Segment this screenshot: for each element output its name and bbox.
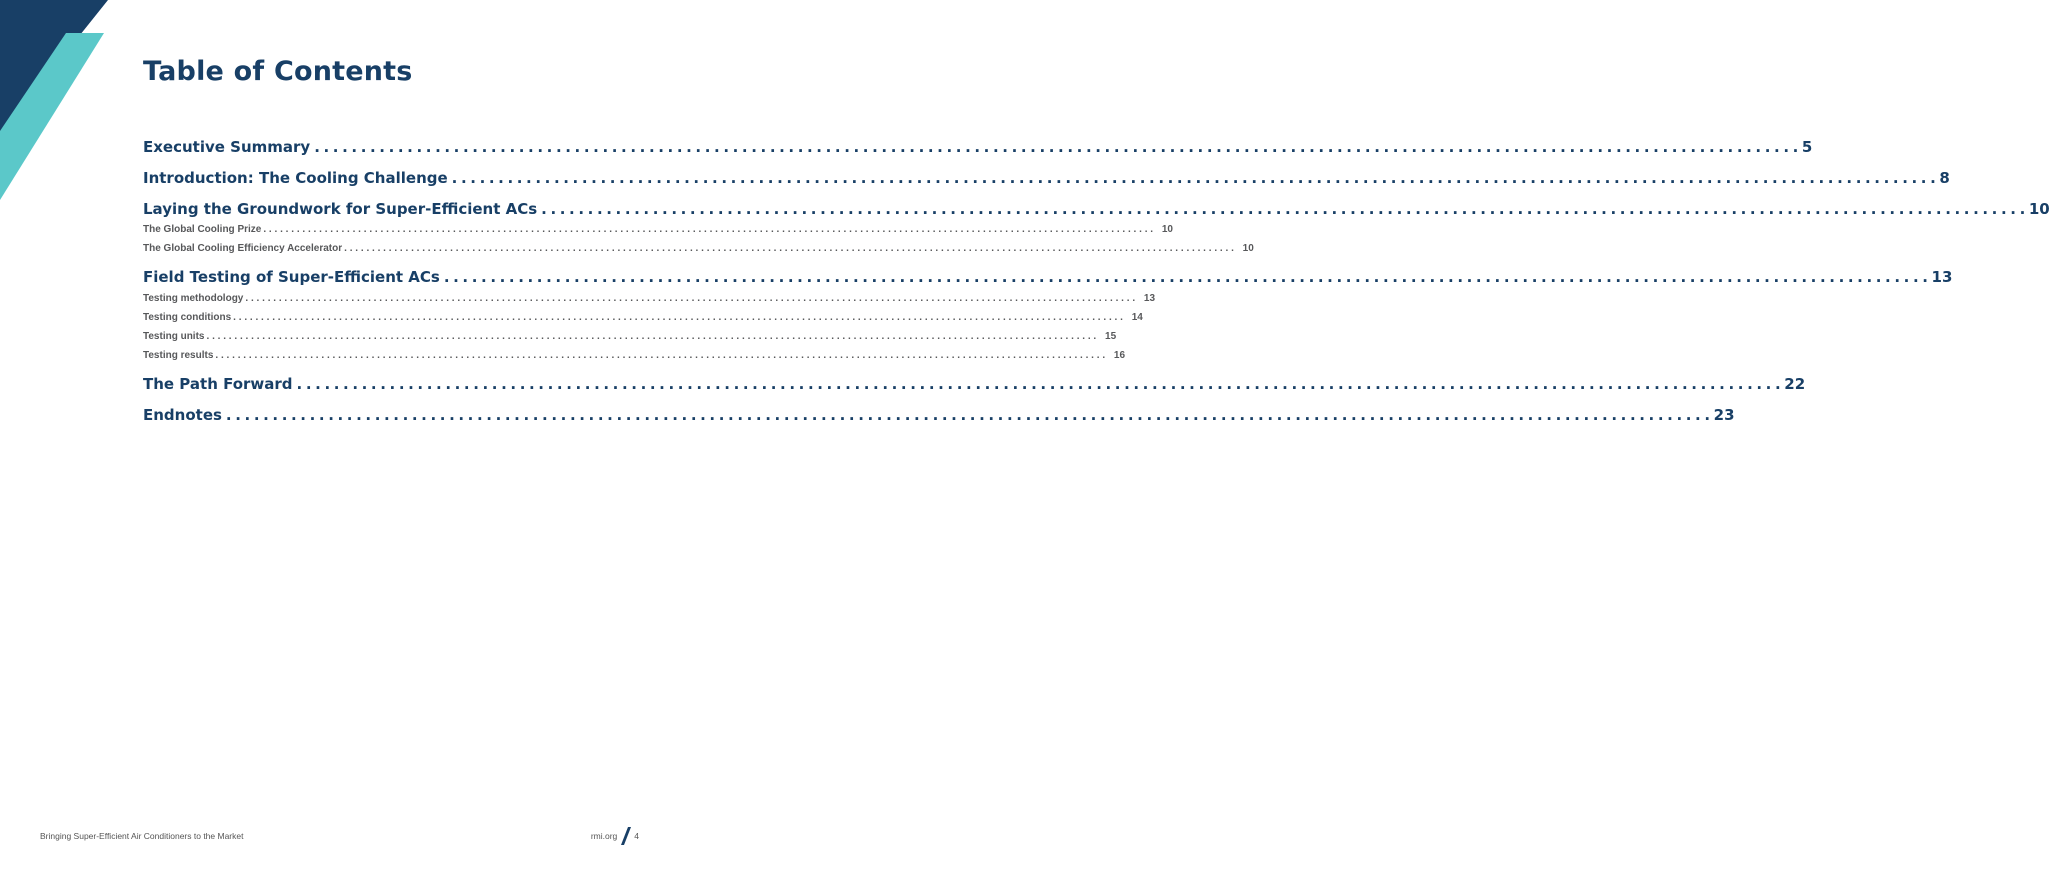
toc-entry[interactable] [143, 268, 1953, 286]
footer-page-number: 4 [634, 831, 639, 841]
toc-subentry[interactable] [143, 243, 1254, 254]
toc-entry-label: Introduction: The Cooling Challenge [143, 169, 448, 187]
dot-leader: ................................................................................................................................................................ [263, 224, 1156, 235]
page-title: Table of Contents [143, 56, 413, 87]
toc-subentry-page: 13 [1143, 293, 1156, 304]
dot-leader: ................................................................................................................................................................ [225, 406, 1714, 424]
footer-page-info [591, 827, 639, 845]
toc-entry[interactable] [143, 200, 2050, 218]
toc-entry-label: Laying the Groundwork for Super-Efficient ACs [143, 200, 538, 218]
toc-entry-page: 13 [1931, 268, 1953, 286]
toc-subentry[interactable] [143, 331, 1117, 342]
dot-leader: ................................................................................................................................................................ [451, 169, 1940, 187]
toc-subentry[interactable] [143, 350, 1126, 361]
toc-entry-page: 23 [1713, 406, 1735, 424]
toc-subentry-label: Testing results [143, 350, 214, 361]
toc-entry[interactable] [143, 169, 1950, 187]
toc-subentry-page: 14 [1131, 312, 1143, 323]
dot-leader: ................................................................................................................................................................ [206, 331, 1100, 342]
toc-entry[interactable] [143, 406, 1735, 424]
toc-subentry-label: Testing conditions [143, 312, 232, 323]
toc-entry[interactable] [143, 375, 1806, 393]
toc-entry[interactable] [143, 138, 1813, 156]
corner-stripe-graphic [0, 0, 120, 210]
footer-report-title: Bringing Super-Efficient Air Conditioners to the Market [40, 831, 244, 841]
dot-leader: ................................................................................................................................................................ [245, 293, 1138, 304]
toc-subentry-page: 10 [1161, 224, 1173, 235]
dot-leader: ................................................................................................................................................................ [443, 268, 1932, 286]
toc-subentry-page: 10 [1242, 243, 1254, 254]
dot-leader: ................................................................................................................................................................ [314, 138, 1802, 156]
footer-site[interactable]: rmi.org [590, 831, 618, 841]
toc-subentry-label: The Global Cooling Prize [143, 224, 262, 235]
toc-entry-label: The Path Forward [143, 375, 293, 393]
toc-subentry[interactable] [143, 312, 1143, 323]
toc-entry-page: 8 [1939, 169, 1950, 187]
toc-entry-label: Endnotes [143, 406, 222, 424]
toc-subentry[interactable] [143, 224, 1173, 235]
toc-entry-page: 10 [2028, 200, 2050, 218]
toc-subentry[interactable] [143, 293, 1156, 304]
toc-subentry-page: 16 [1113, 350, 1126, 361]
dot-leader: ................................................................................................................................................................ [233, 312, 1126, 323]
dot-leader: ................................................................................................................................................................ [541, 200, 2029, 218]
toc-entry-label: Executive Summary [143, 138, 311, 156]
dot-leader: ................................................................................................................................................................ [215, 350, 1108, 361]
toc-entry-label: Field Testing of Super-Efficient ACs [143, 268, 440, 286]
dot-leader: ................................................................................................................................................................ [296, 375, 1785, 393]
toc-entry-page: 22 [1784, 375, 1806, 393]
toc-entry-page: 5 [1801, 138, 1813, 156]
slash-icon [621, 827, 631, 845]
toc-subentry-page: 15 [1105, 331, 1117, 342]
dot-leader: ................................................................................................................................................................ [344, 243, 1237, 254]
toc-subentry-label: Testing methodology [143, 293, 244, 304]
toc-subentry-label: Testing units [143, 331, 205, 342]
toc-subentry-label: The Global Cooling Efficiency Accelerator [143, 243, 343, 254]
